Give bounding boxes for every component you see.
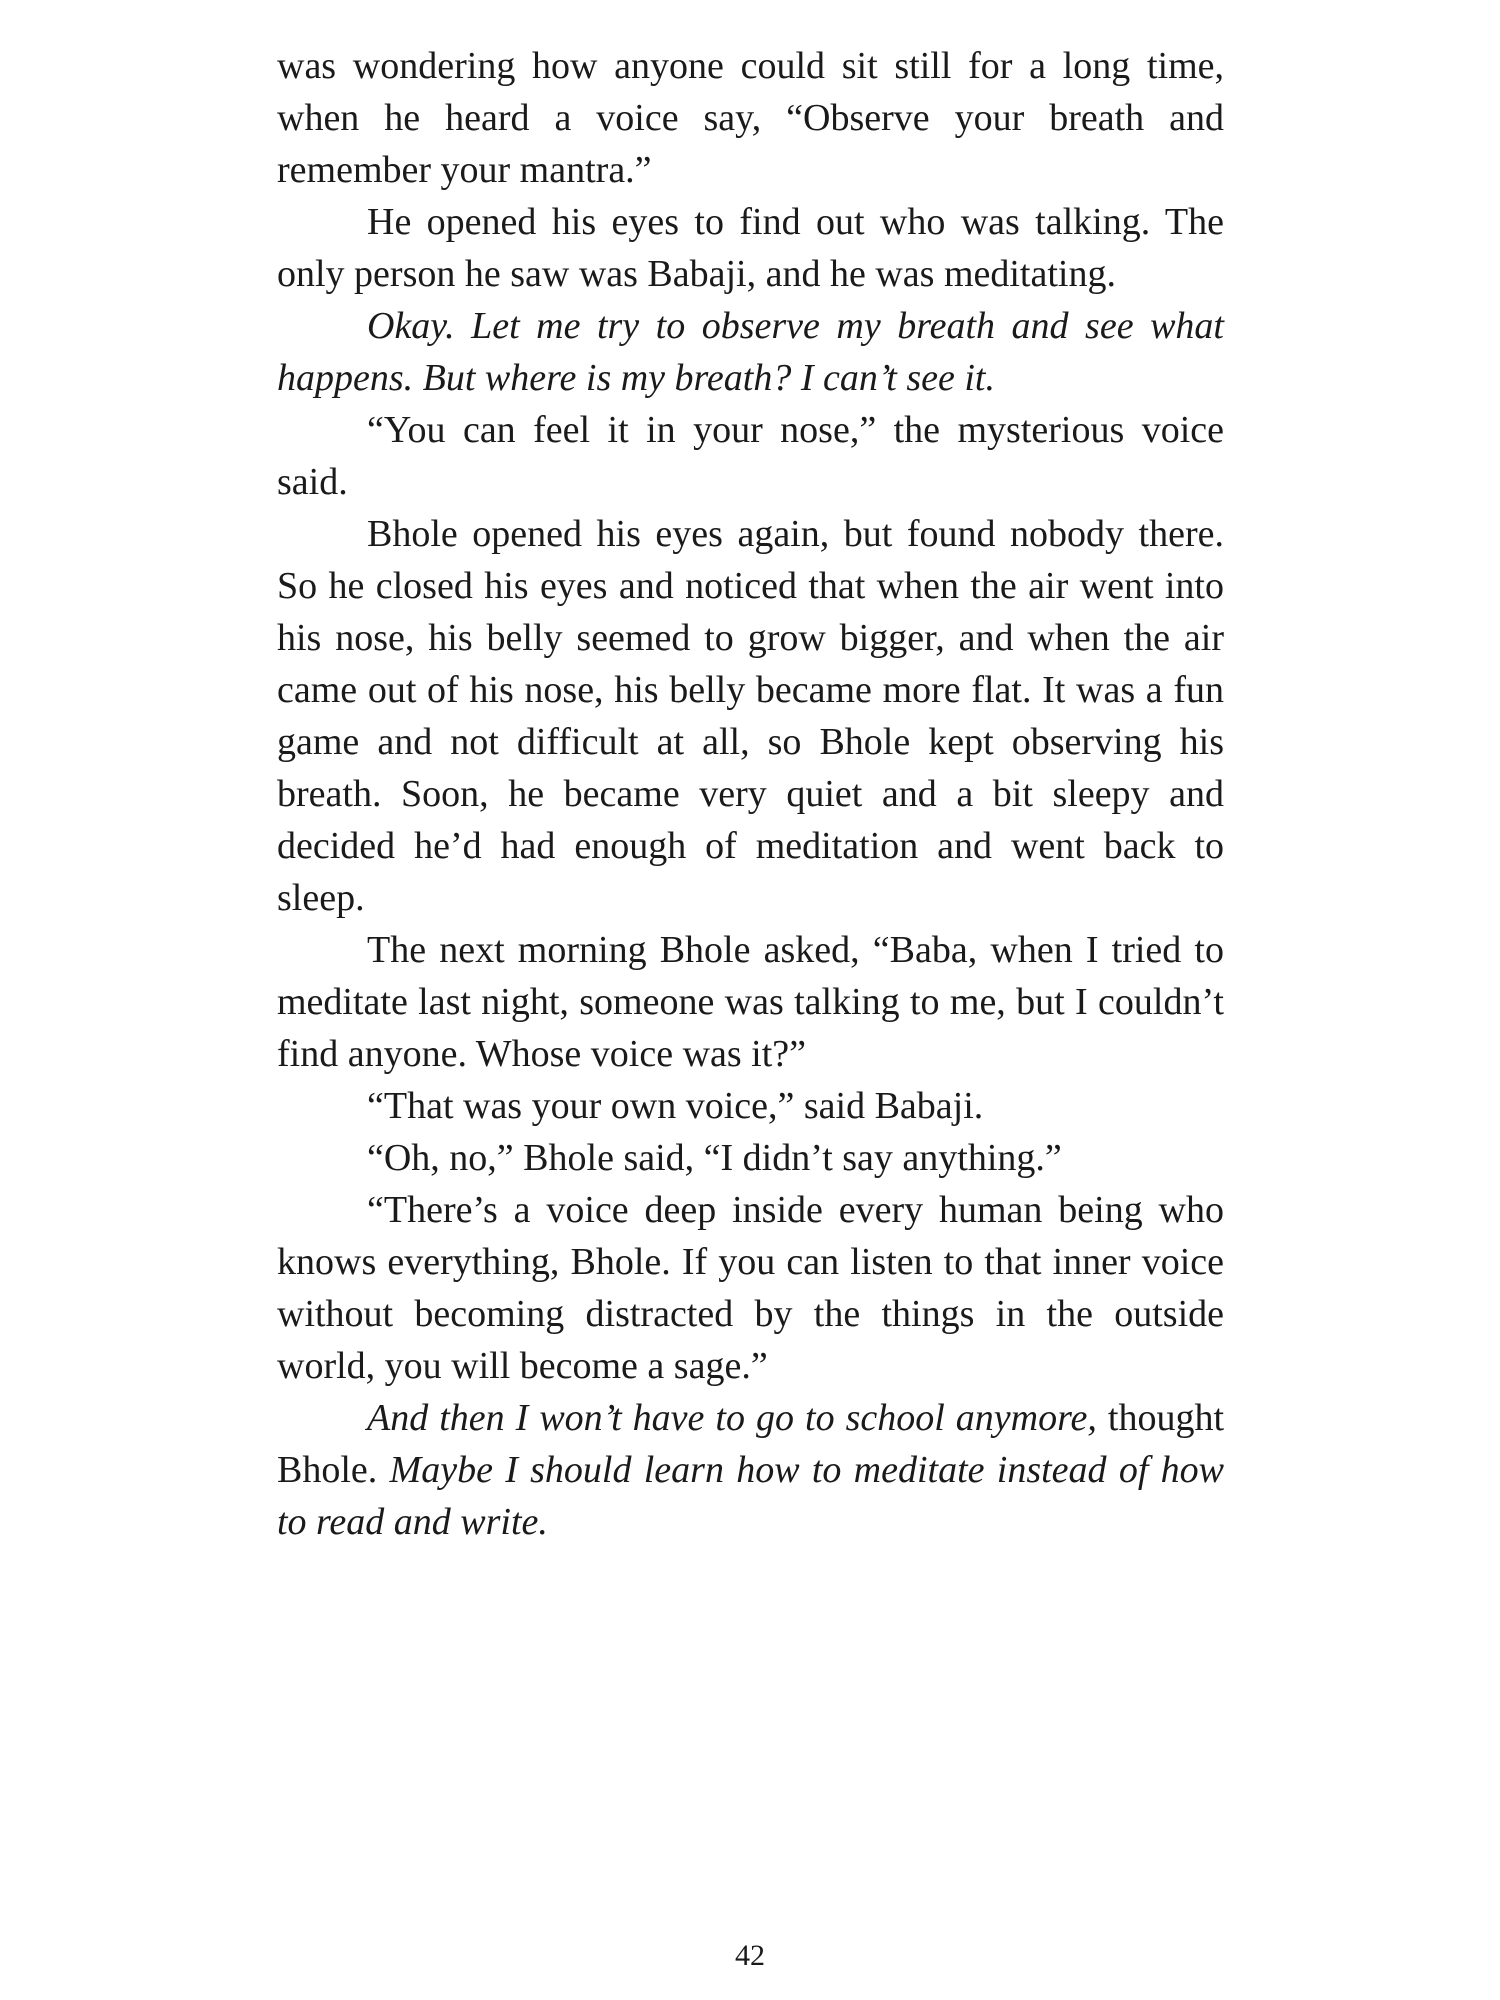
paragraph-text: “You can feel it in your nose,” the mysterious voice said. — [277, 409, 1224, 503]
italic-thought: And then I won’t have to go to school anymore, — [367, 1397, 1097, 1439]
paragraph — [277, 300, 1224, 404]
page-number: 42 — [735, 1939, 765, 1972]
paragraph-text: “Oh, no,” Bhole said, “I didn’t say anything.” — [367, 1137, 1062, 1179]
page-body — [277, 40, 1224, 1548]
paragraph — [277, 1184, 1224, 1392]
paragraph — [277, 40, 1224, 196]
paragraph-text: thought Bhole. — [277, 1397, 1225, 1491]
paragraph-text: He opened his eyes to find out who was talking. The only person he saw was Babaji, and he was meditating. — [277, 201, 1224, 295]
italic-thought: Maybe I should learn how to meditate instead of how to read and write. — [277, 1449, 1224, 1543]
paragraph-text: “There’s a voice deep inside every human being who knows everything, Bhole. If you can listen to that inner voice without becoming distracted by the things in the outside world, you will become a sage.” — [277, 1189, 1224, 1387]
paragraph — [277, 404, 1224, 508]
paragraph — [277, 1080, 1224, 1132]
paragraph-text: was wondering how anyone could sit still for a long time, when he heard a voice say, “Observe your breath and remember your mantra.” — [277, 45, 1224, 191]
paragraph-text: The next morning Bhole asked, “Baba, when I tried to meditate last night, someone was talking to me, but I couldn’t find anyone. Whose voice was it?” — [277, 929, 1224, 1075]
paragraph-text: “That was your own voice,” said Babaji. — [367, 1085, 984, 1127]
paragraph — [277, 196, 1224, 300]
paragraph — [277, 1132, 1224, 1184]
paragraph — [277, 1392, 1224, 1548]
italic-thought: Okay. Let me try to observe my breath and see what happens. But where is my breath? I can’t see it. — [277, 305, 1224, 399]
paragraph-text: Bhole opened his eyes again, but found nobody there. So he closed his eyes and noticed that when the air went into his nose, his belly seemed to grow bigger, and when the air came out of his nose, his belly became more flat. It was a fun game and not difficult at all, so Bhole kept observing his breath. Soon, he became very quiet and a bit sleepy and decided he’d had enough of meditation and went back to sleep. — [277, 513, 1224, 919]
paragraph — [277, 508, 1224, 924]
paragraph — [277, 924, 1224, 1080]
